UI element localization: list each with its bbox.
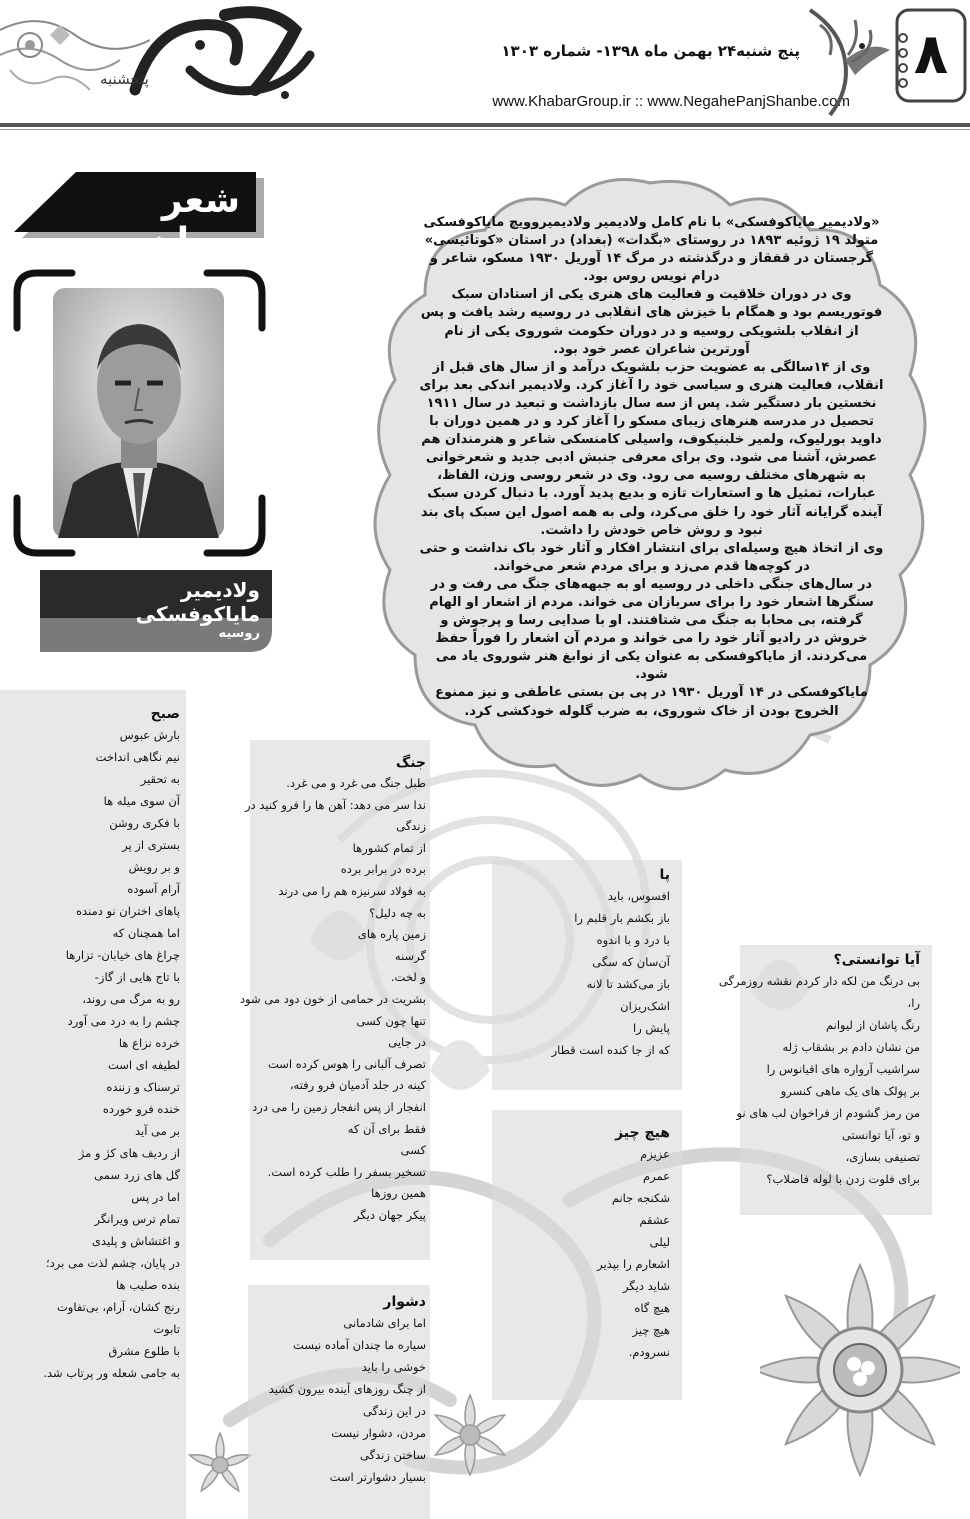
poem-jang [239,755,426,1226]
poem-line: و بر رویش [128,860,180,874]
poem-line: بستری از پر [122,838,180,852]
poem-line: عشقم [639,1213,670,1227]
poem-line: اما همچنان که [112,926,180,940]
bio-paragraph: وی در دوران خلاقیت و فعالیت های هنری یکی از استادان سبک فوتوریسم بود و همگام با خیزش های انقلابی در روسیه رشد یافت و پس از انقلاب بلشویکی روسیه و در دوران حکومت شوروی یکی از نام آورترین شاعران عصر خود بود. [420,287,883,357]
bio-paragraph: وی از ۱۴سالگی به عضویت حزب بلشویک درآمد و از سال های قبل از انقلاب، فعالیت هنری و سیاسی خود را آغاز کرد. ولادیمیر اندکی بعد برای نخستین بار دستگیر شد. پس از سه سال بازداشت و تبعید در سال ۱۹۱۱ تحصیل در مدرسه هنرهای زیبای مسکو را آغاز کرد و در همین دوران با داوید بورلیوک، ولمیر خلبنیکوف، واسیلی کامنسکی شاعر و هنرمندان هم عصرش، آشنا می شود. وی برای معرفی جنبش ادبی جدید و شعرخوانی به شهرهای مختلف روسیه می رود. وی در شعر روسی وزن، الفاظ، عبارات، تمثیل ها و استعارات تازه و بدیع پدید آورد. با دنبال کردن سبک آینده گرایانه آثار خود را خلق می‌کرد، ولی به همه اصول این سبک پای بند نبود و روش خاص خودش را داشت. [419,359,884,538]
poem-line: را، [907,996,920,1010]
phoenix-bird-icon [800,0,895,125]
poem-line: بر پولک های یک ماهی کنسرو [780,1084,920,1098]
poem-line: ترسناک و زننده [106,1080,180,1094]
poem-line: من رمز گشودم از فراخوان لب های نو [736,1106,920,1120]
poem-title: جنگ [395,755,426,771]
poem-line: در جایی [388,1035,426,1050]
poem-line: و اغتشاش و پلیدی [91,1234,180,1248]
poem-line: باز بکشم بار قلبم را [574,911,670,925]
poet-name: ولادیمیر مایاکوفسکی [135,578,260,626]
poem-line: رنگ پاشان از لیوانم [825,1018,920,1032]
poem-line: عزیزم [640,1147,670,1161]
poem-line: اما برای شادمانی [343,1316,426,1330]
poem-line: و تو، آیا توانستی [841,1128,920,1142]
poem-line: خنده فرو خورده [102,1102,180,1116]
poem-line: با طلوع مشرق [108,1344,180,1358]
logo-subtitle: پنجشنبه [100,70,149,88]
poem-line: بر می آید [134,1124,180,1138]
poem-line: اما در پس [131,1190,180,1204]
poem-line: مردن، دشوار نیست [331,1426,426,1440]
poem-hich [520,1125,670,1363]
poem-line: به جامی شعله ور پرتاب شد. [43,1366,180,1380]
bio-paragraph: در سال‌های جنگی داخلی در روسیه او به جبهه‌های جنگ می رفت و در سنگرها اشعار خود را برای سربازان می خواند. مردم از اشعار او الهام گرفته، بی محابا به جنگ می شتافتند. او با صدایی رسا و پرجوش و خروش در رادیو آثار خود را می خواند و مردم آن اشعار را فوراً حفظ می‌کردند. از مایاکوفسکی به عنوان یکی از نوابغ هنر شوروی یاد می شود. [429,576,874,683]
poem-line: بارش عبوس [119,728,180,742]
poem-line: فقط برای آن که [347,1121,426,1136]
poem-lines [520,1143,670,1363]
poem-line: افسوس، باید [607,889,670,903]
poem-line: با تاج هایی از گاز- [94,970,180,984]
poem-line: لیلی [649,1235,670,1249]
page-number: ۸ [913,22,949,87]
flower-ornament-icon [760,1260,960,1490]
poem-line: سیاره ما چندان آماده نیست [293,1338,426,1352]
poem-lines [239,773,426,1226]
poem-title: آیا توانستی؟ [833,952,920,968]
poem-line: رنج کشان، آرام، بی‌تفاوت [56,1300,180,1314]
poem-line: تصرف آلبانی را هوس کرده است [267,1056,426,1071]
poem-line: پیکر جهان دیگر [353,1207,426,1222]
header-rule [0,123,970,127]
poem-line: کینه در جلد آدمیان فرو رفته، [289,1078,426,1093]
poem-line: گل های زرد سمی [94,1168,180,1182]
poem-line: از تمام کشورها [352,840,426,855]
bio-paragraph: «ولادیمیر مایاکوفسکی» با نام کامل ولادیمیر ولادیمیروویچ مایاکوفسکی متولد ۱۹ ژوئیه ۱۸۹۳ در روستای «بگدات» (بغداد) در استان «کوتائیسی» گرجستان در قفقاز و درگذشته در مرگ ۱۴ آوریل ۱۹۳۰ مسکو، شاعر و درام نویس روس بود. [423,215,880,285]
poem-line: تنها چون کسی [356,1013,426,1028]
poem-line: بنده صلیب ها [116,1278,180,1292]
poem-line: به تحقیر [140,772,180,786]
poem-line: آن سوی میله ها [103,794,180,808]
poem-line: چراغ های خیابان- تزارها [65,948,180,962]
poem-line: بشریت در حمامی از خون دود می شود [239,991,426,1006]
section-title: شعر جهان [146,180,240,262]
poem-line: هیچ چیز [632,1323,670,1337]
poem-line: زمین پاره های [357,927,426,942]
poem-lines [6,724,180,1384]
newspaper-logo [95,0,325,125]
poem-line: پایش را [633,1021,670,1035]
website-urls: www.KhabarGroup.ir :: www.NegahePanjShanbe.com [492,93,850,110]
poem-line: نیم نگاهی انداخت [95,750,180,764]
poem-line: طبل جنگ می غرد و می غرد. [286,776,426,790]
poem-line: تصنیفی بسازی، [845,1150,920,1164]
poem-lines [252,1312,426,1488]
poem-line: در پایان، چشم لذت می برد؛ [46,1256,180,1270]
poem-sobh [6,706,180,1384]
poem-line: انفجار از پس انفجار زمین را می درد [252,1099,426,1114]
poem-title: پا [659,867,670,883]
poet-portrait-photo [53,288,224,538]
poem-ayatu [718,952,920,1190]
poem-line: همین روزها [371,1186,426,1201]
poem-title: صبح [150,706,180,722]
poem-line: زندگی [396,819,426,834]
poem-line: بی درنگ من لکه دار کردم نقشه روزمرگی [718,974,920,988]
bio-paragraph: وی از اتخاذ هیچ وسیله‌ای برای انتشار افکار و آثار خود باک نداشت و حتی در کوچه‌ها قدم می‌زد و برای مردم شعر می‌خواند. [419,540,884,574]
poem-line: بسیار دشوارتر است [329,1470,426,1484]
poem-line: از چنگ روزهای آینده بیرون کشید [268,1382,426,1396]
poem-line: آن‌سان که سگی [592,955,670,969]
poem-line: ندا سر می دهد: آهن ها را فرو کنید در [244,797,426,812]
poem-line: با فکری روشن [109,816,180,830]
poem-line: هیچ گاه [634,1301,670,1315]
poem-line: خوشی را باید [361,1360,426,1374]
biography-text [418,214,885,721]
poem-title: هیچ چیز [615,1125,670,1141]
issue-date-line: پنج شنبه۲۴ بهمن ماه ۱۳۹۸- شماره ۱۳۰۳ [501,42,800,60]
poem-line: و لخت. [390,970,426,985]
masthead [0,0,970,135]
header-rule-thin [0,129,970,130]
poem-line: به چه دلیل؟ [369,905,426,920]
poem-line: با درد و با اندوه [596,933,670,947]
poem-line: که از جا کنده است قطار [551,1043,670,1057]
poem-line: به فولاد سرنیزه هم را می درند [278,883,426,898]
poem-line: تسخیر بسفر را طلب کرده است. [267,1164,426,1179]
corner-flower-ornament-icon [185,1420,255,1510]
poem-line: رو به مرگ می روند، [82,992,180,1006]
poem-line: در این زندگی [363,1404,426,1418]
poet-country: روسیه [218,626,260,641]
poem-line: چشم را به درد می آورد [67,1014,180,1028]
poem-line: باز می‌کشد تا لانه [586,977,670,991]
poem-lines [718,970,920,1190]
small-flower-ornament-icon [430,1390,510,1480]
poem-line: از ردیف های کژ و مژ [78,1146,180,1160]
poem-line: کسی [400,1143,426,1158]
poem-line: آرام آسوده [127,882,180,896]
poem-line: ساختن زندگی [360,1448,426,1462]
bio-paragraph: مایاکوفسکی در ۱۴ آوریل ۱۹۳۰ در پی بن بستی عاطفی و نیز ممنوع الخروج بودن از خاک شوروی، به ضرب گلوله خودکشی کرد. [435,685,868,719]
poem-line: برده در برابر برده [340,862,426,877]
poem-line: نسرودم. [628,1345,670,1359]
poem-line: شکنجه جانم [611,1191,670,1205]
poem-line: برای فلوت زدن با لوله فاضلاب؟ [766,1172,920,1186]
poem-doshvar [252,1294,426,1488]
poem-line: عمرم [643,1169,670,1183]
poem-line: سراشیب آرواره های اقیانوس را [766,1062,920,1076]
poem-line: گرسنه [394,948,426,963]
poem-line: پاهای اختران نو دمنده [76,904,180,918]
poem-lines [520,885,670,1061]
poem-line: شاید دیگر [622,1279,670,1293]
poem-line: تابوت [153,1322,180,1336]
poem-line: من نشان دادم بر بشقاب ژله [782,1040,920,1054]
poem-title: دشوار [383,1294,426,1310]
poem-line: خرده نزاع ها [118,1036,180,1050]
poem-line: تمام ترس ویرانگر [94,1212,180,1226]
poem-line: لطیفه ای است [107,1058,180,1072]
poem-pa [520,867,670,1061]
poem-line: اشعارم را بپذیر [597,1257,670,1271]
poem-line: اشک‌ریزان [620,999,670,1013]
